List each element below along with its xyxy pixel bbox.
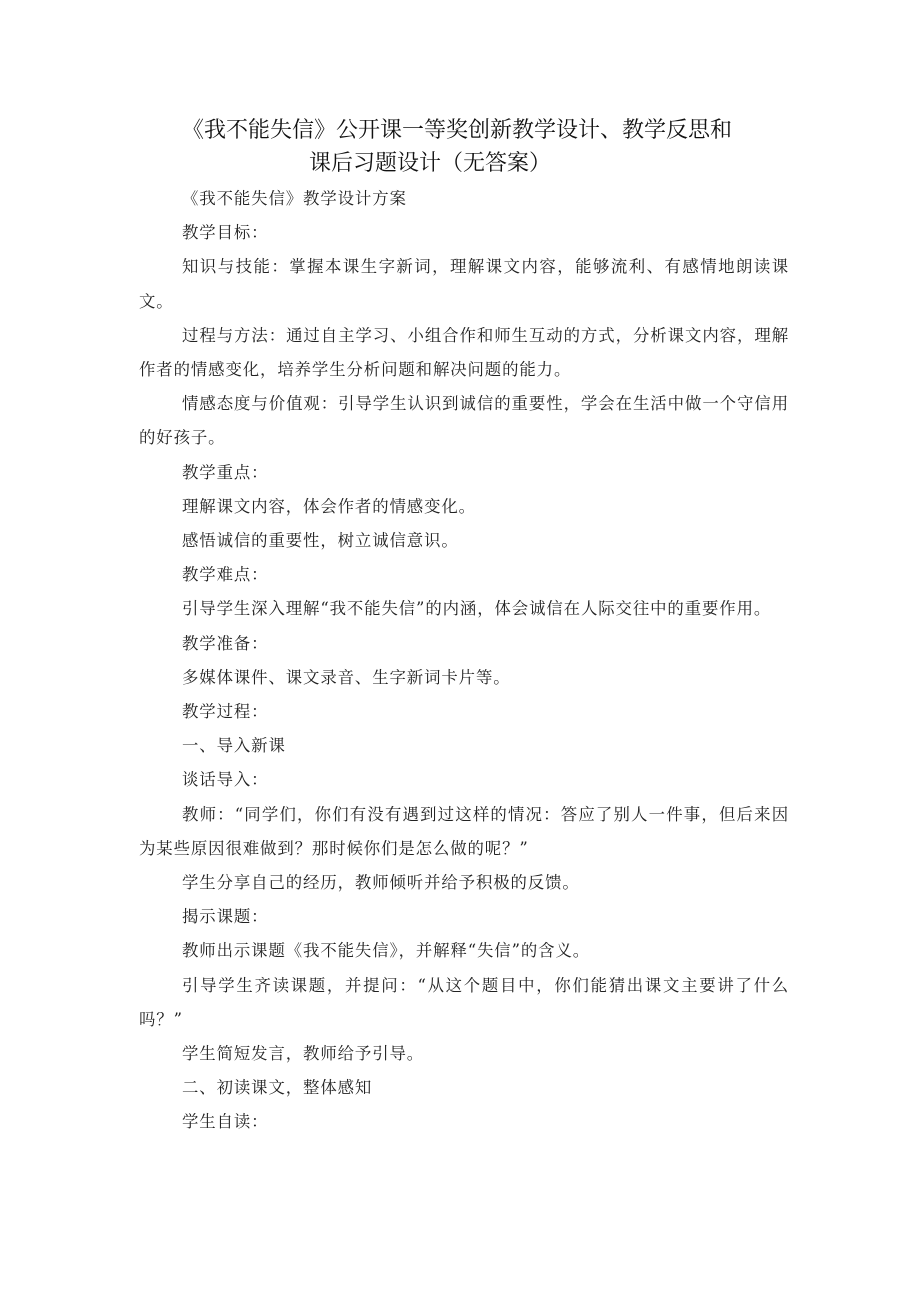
paragraph-preparation: 多媒体课件、课文录音、生字新词卡片等。: [182, 667, 511, 687]
section-heading-key-points: 教学重点：: [182, 462, 269, 482]
paragraph-reveal-topic: 揭示课题：: [182, 907, 269, 927]
paragraph-student-share: 学生分享自己的经历，教师倾听并给予积极的反馈。: [182, 873, 580, 893]
subtitle-paragraph: 《我不能失信》教学设计方案: [182, 189, 407, 208]
document-title-line-2: 课后习题设计（无答案）: [309, 151, 552, 176]
section-heading-preparation: 教学准备：: [182, 633, 269, 653]
step-heading-first-reading: 二、初读课文，整体感知: [182, 1078, 373, 1098]
paragraph-process-method: 过程与方法：通过自主学习、小组合作和师生互动的方式，分析课文内容，理解作者的情感变化，培养学生分析问题和解决问题的能力。: [139, 325, 789, 380]
document-title-line-1: 《我不能失信》公开课一等奖创新教学设计、教学反思和: [182, 118, 733, 143]
section-heading-process: 教学过程：: [182, 702, 269, 722]
paragraph-show-title: 教师出示课题《我不能失信》，并解释“失信”的含义。: [182, 941, 591, 961]
step-heading-introduction: 一、导入新课: [182, 736, 286, 756]
paragraph-emotion-values: 情感态度与价值观：引导学生认识到诚信的重要性，学会在生活中做一个守信用的好孩子。: [139, 394, 789, 448]
paragraph-conversation-intro: 谈话导入：: [182, 770, 269, 790]
document-body: [139, 182, 789, 1140]
paragraph-key-point-1: 理解课文内容，体会作者的情感变化。: [182, 496, 476, 516]
paragraph-difficulty: 引导学生深入理解“我不能失信”的内涵，体会诚信在人际交往中的重要作用。: [182, 599, 772, 619]
paragraph-student-speak: 学生简短发言，教师给予引导。: [182, 1044, 425, 1064]
paragraph-teacher-question: 教师：“同学们，你们有没有遇到过这样的情况：答应了别人一件事，但后来因为某些原因很难做到？那时候你们是怎么做的呢？”: [139, 804, 789, 858]
paragraph-self-reading: 学生自读：: [182, 1112, 269, 1132]
paragraph-read-title: 引导学生齐读课题，并提问：“从这个题目中，你们能猜出课文主要讲了什么吗？”: [139, 975, 789, 1029]
section-heading-difficulties: 教学难点：: [182, 565, 269, 585]
section-heading-objectives: 教学目标：: [182, 223, 269, 243]
paragraph-knowledge-skills: 知识与技能：掌握本课生字新词，理解课文内容，能够流利、有感情地朗读课文。: [139, 257, 789, 311]
paragraph-key-point-2: 感悟诚信的重要性，树立诚信意识。: [182, 531, 459, 551]
